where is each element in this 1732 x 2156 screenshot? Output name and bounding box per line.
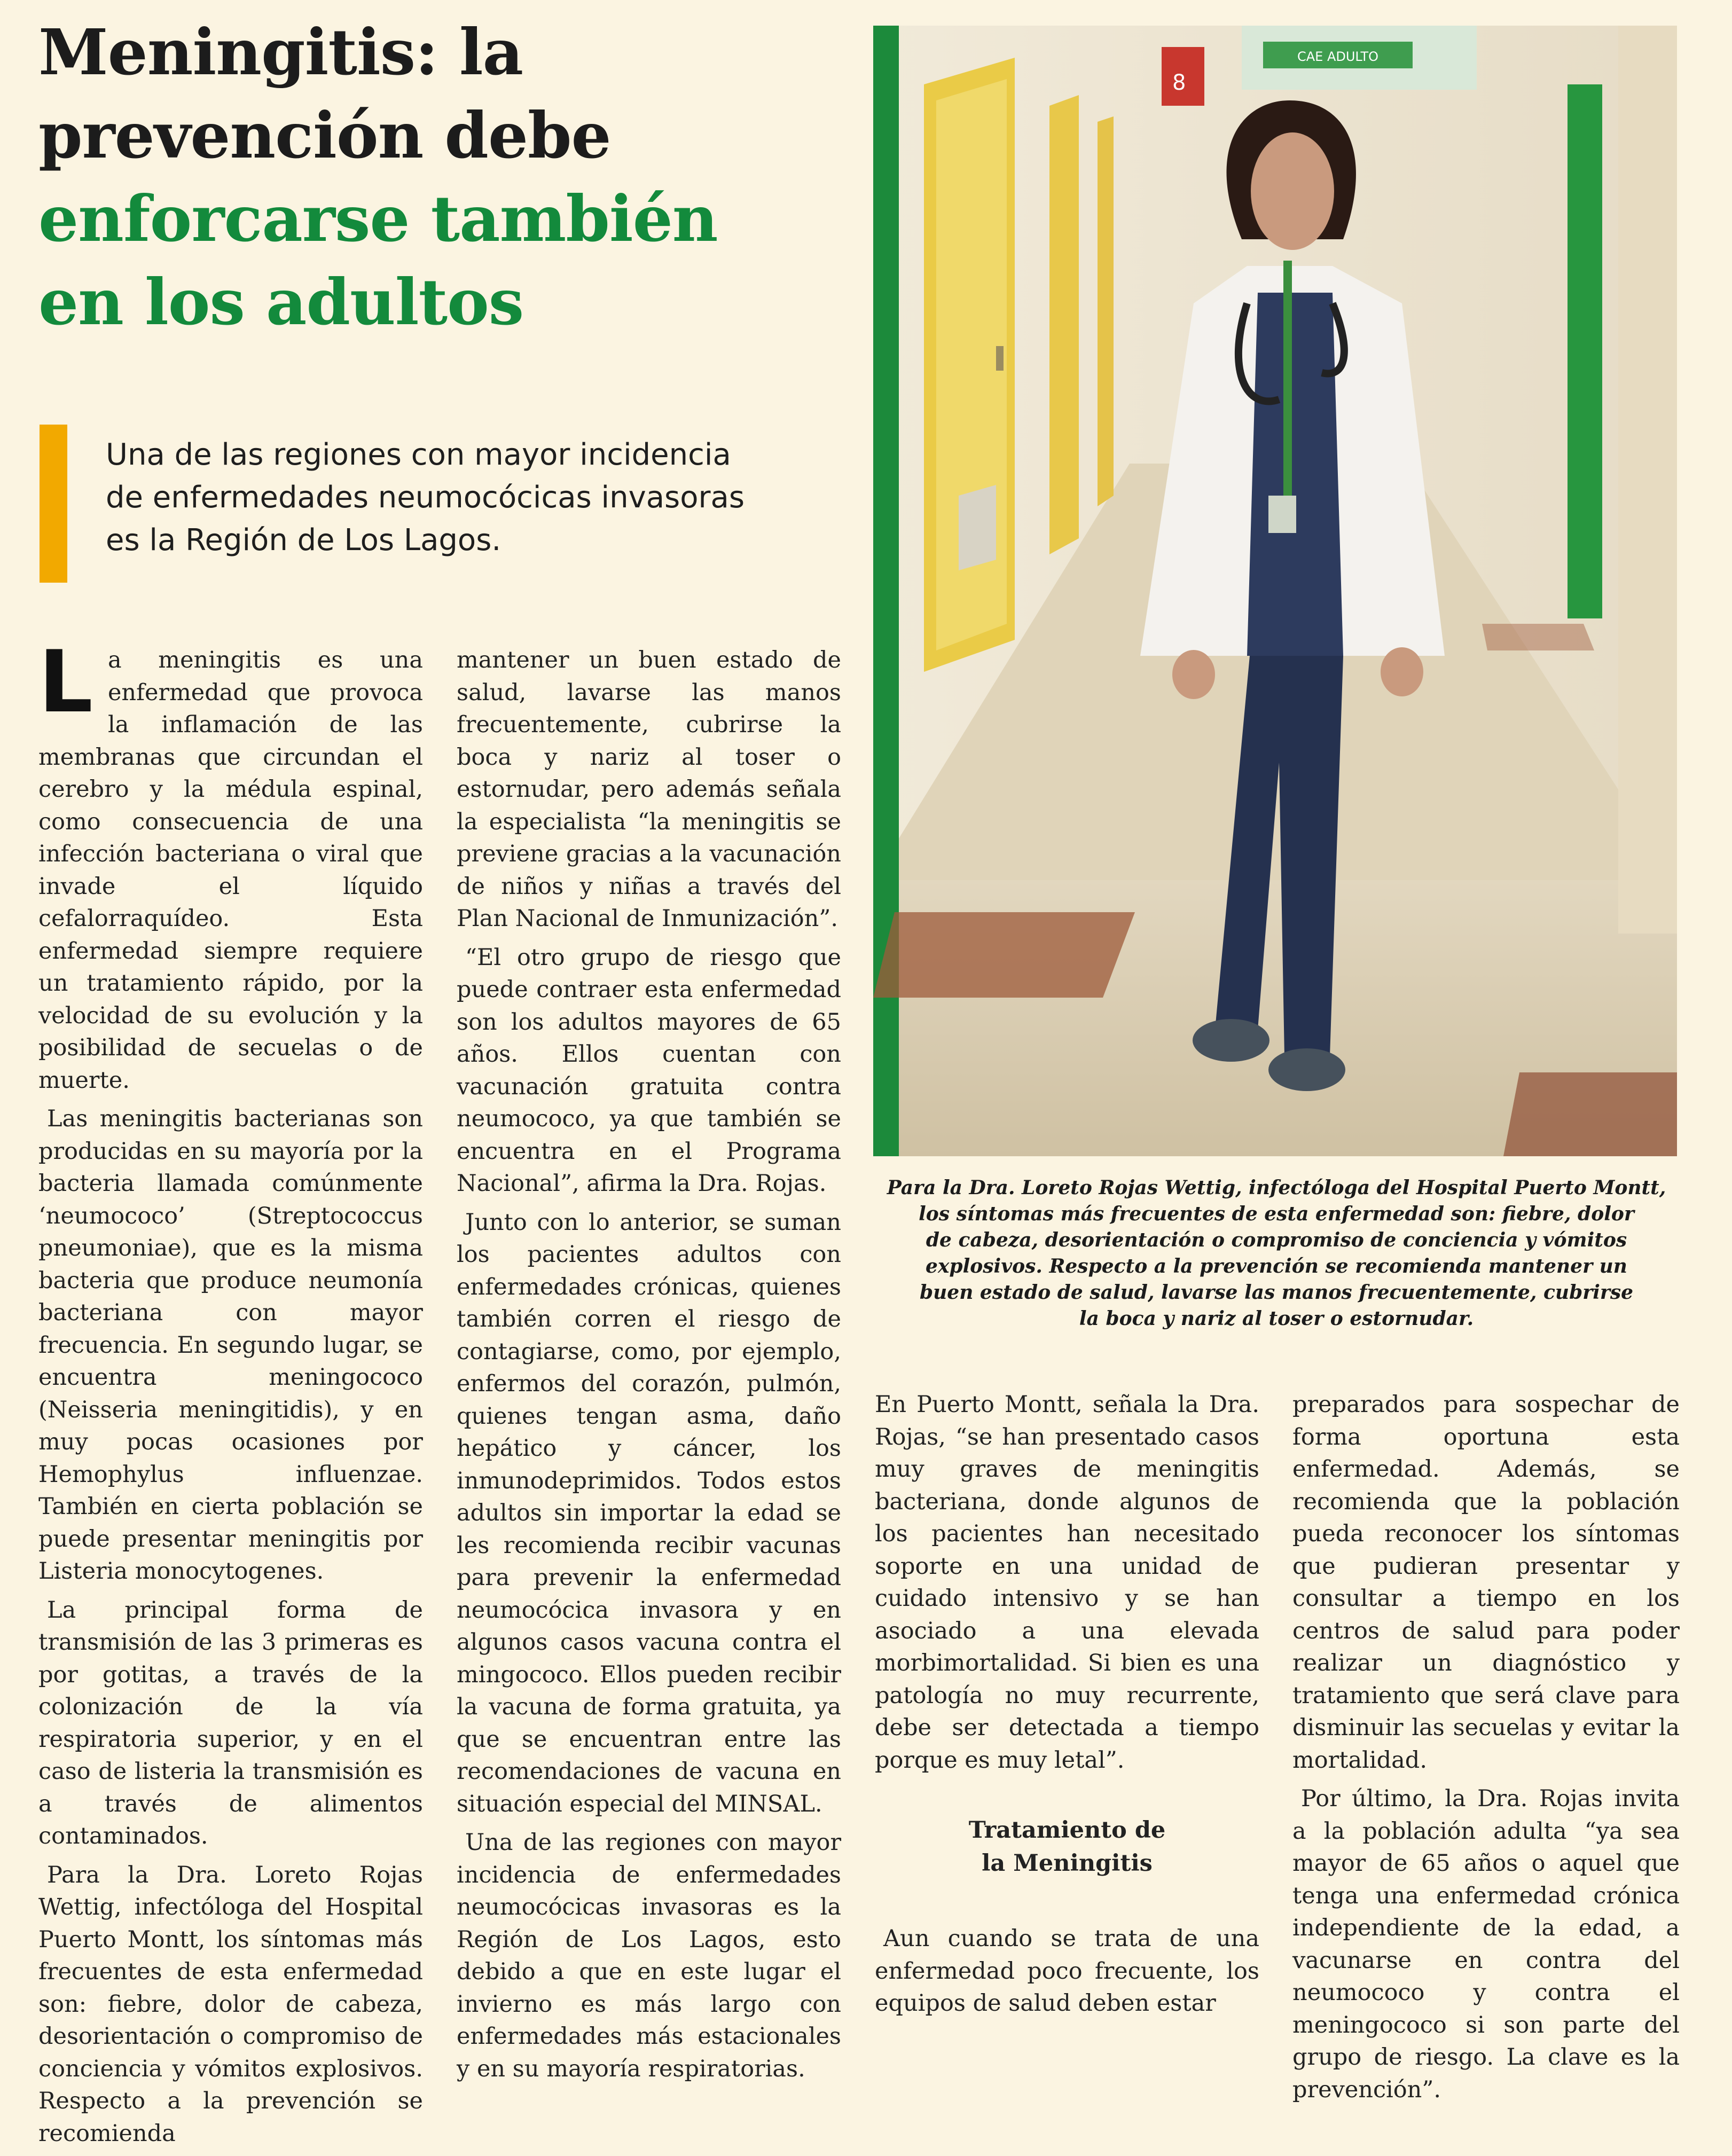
drop-cap: L (38, 632, 93, 732)
body-column-1 (38, 632, 423, 2156)
caption-line-2: los síntomas más frecuentes de esta enfermedad son: fiebre, dolor (919, 1203, 1634, 1225)
article-lede (106, 434, 800, 562)
photo-sign-number: 8 (1172, 70, 1186, 95)
title-line-1: Meningitis: la (38, 15, 523, 89)
body-column-2 (457, 644, 841, 2091)
paragraph (38, 632, 423, 1096)
paragraph: “El otro grupo de riesgo que puede contraer esta enfermedad son los adultos mayores de 65 años. Ellos cuentan con vacunación gratuita contra neumococo, ya que también se encuentra en el Programa Nacional”, afirma la Dra. Rojas. (457, 944, 841, 1197)
title-line-3: enforcarse también (38, 182, 718, 256)
lede-line-2: de enfermedades neumocócicas invasoras (106, 480, 744, 515)
subheading-line-1: Tratamiento de (968, 1817, 1166, 1844)
hospital-corridor-illustration (873, 26, 1677, 1156)
lede-line-1: Una de las regiones con mayor incidencia (106, 437, 731, 472)
paragraph: Junto con lo anterior, se suman los pacientes adultos con enfermedades crónicas, quienes también corren el riesgo de contagiarse, como, por ejemplo, enfermos del corazón, pulmón, quienes tengan asma, daño hepático y cáncer, los inmunodeprimidos. Todos estos adultos sin importar la edad se les recomienda recibir vacunas para prevenir la enfermedad neumocócica invasora y en algunos casos vacuna contra el mingococo. Ellos pueden recibir la vacuna de forma gratuita, ya que se encuentran entre las recomendaciones de vacuna en situación especial del MINSAL. (457, 1209, 841, 1817)
paragraph: Una de las regiones con mayor incidencia de enfermedades neumocócicas invasoras es la Región de Los Lagos, esto debido a que en este lugar el invierno es más largo con enfermedades más estacionales y en su mayoría respiratorias. (457, 1829, 841, 2082)
doctor-photo (873, 26, 1677, 1156)
photo-caption (876, 1175, 1677, 1332)
paragraph: La principal forma de transmisión de las 3 primeras es por gotitas, a través de la colonización de la vía respiratoria superior, y en el caso de listeria la transmisión es a través de alimentos contaminados. (38, 1596, 423, 1849)
body-column-4 (1292, 1389, 1680, 2112)
caption-line-5: buen estado de salud, lavarse las manos frecuentemente, cubrirse (919, 1281, 1634, 1304)
body-column-3 (875, 1389, 1259, 2026)
section-subheading (875, 1814, 1259, 1880)
lede-line-3: es la Región de Los Lagos. (106, 523, 501, 558)
article-title (38, 11, 850, 344)
paragraph-text: a meningitis es una enfermedad que provoca la inflamación de las membranas que circundan el cerebro y la médula espinal, como consecuencia de una infección bacteriana o viral que invade el líquido cefalorraquídeo. Esta enfermedad siempre requiere un tratamiento rápido, por la velocidad de su evolución y la posibilidad de secuelas o de muerte. (38, 647, 423, 1094)
photo-sign-text: CAE ADULTO (1297, 49, 1379, 64)
paragraph: preparados para sospechar de forma oportuna esta enfermedad. Además, se recomienda que la población pueda reconocer los síntomas que pudieran presentar y consultar a tiempo en los centros de salud para poder realizar un diagnóstico y tratamiento que será clave para disminuir las secuelas y evitar la mortalidad. (1292, 1391, 1680, 1774)
paragraph: mantener un buen estado de salud, lavarse las manos frecuentemente, cubrirse la boca y nariz al toser o estornudar, pero además señala la especialista “la meningitis se previene gracias a la vacunación de niños y niñas a través del Plan Nacional de Inmunización”. (457, 647, 841, 932)
caption-line-6: la boca y nariz al toser o estornudar. (1079, 1307, 1474, 1330)
subheading-line-2: la Meningitis (982, 1850, 1153, 1877)
paragraph: En Puerto Montt, señala la Dra. Rojas, “se han presentado casos muy graves de meningitis bacteriana, donde algunos de los pacientes han necesitado soporte en una unidad de cuidado intensivo y se han asociado a una elevada morbimortalidad. Si bien es una patología no muy recurrente, debe ser detectada a tiempo porque es muy letal”. (875, 1391, 1259, 1774)
paragraph: Aun cuando se trata de una enfermedad poco frecuente, los equipos de salud deben estar (875, 1925, 1259, 2017)
title-line-2: prevención debe (38, 98, 611, 173)
caption-line-1: Para la Dra. Loreto Rojas Wettig, infectóloga del Hospital Puerto Montt, (887, 1177, 1666, 1199)
lede-accent-bar (40, 425, 67, 583)
paragraph: Para la Dra. Loreto Rojas Wettig, infectóloga del Hospital Puerto Montt, los síntomas más frecuentes de esta enfermedad son: fiebre, dolor de cabeza, desorientación o compromiso de conciencia y vómitos explosivos. Respecto a la prevención se recomienda (38, 1861, 423, 2147)
caption-line-4: explosivos. Respecto a la prevención se recomienda mantener un (926, 1255, 1627, 1277)
paragraph: Las meningitis bacterianas son producidas en su mayoría por la bacteria llamada comúnmente ‘neumococo’ (Streptococcus pneumoniae), que es la misma bacteria que produce neumonía bacteriana con mayor frecuencia. En segundo lugar, se encuentra meningococo (Neisseria meningitidis), y en muy pocas ocasiones por Hemophylus influenzae. También en cierta población se puede presentar meningitis por Listeria monocytogenes. (38, 1106, 423, 1585)
title-line-4: en los adultos (38, 265, 524, 339)
caption-line-3: de cabeza, desorientación o compromiso de conciencia y vómitos (926, 1229, 1627, 1251)
paragraph: Por último, la Dra. Rojas invita a la población adulta “ya sea mayor de 65 años o aquel que tenga una enfermedad crónica independiente de la edad, a vacunarse en contra del neumococo y contra el meningococo si son parte del grupo de riesgo. La clave es la prevención”. (1292, 1785, 1680, 2103)
